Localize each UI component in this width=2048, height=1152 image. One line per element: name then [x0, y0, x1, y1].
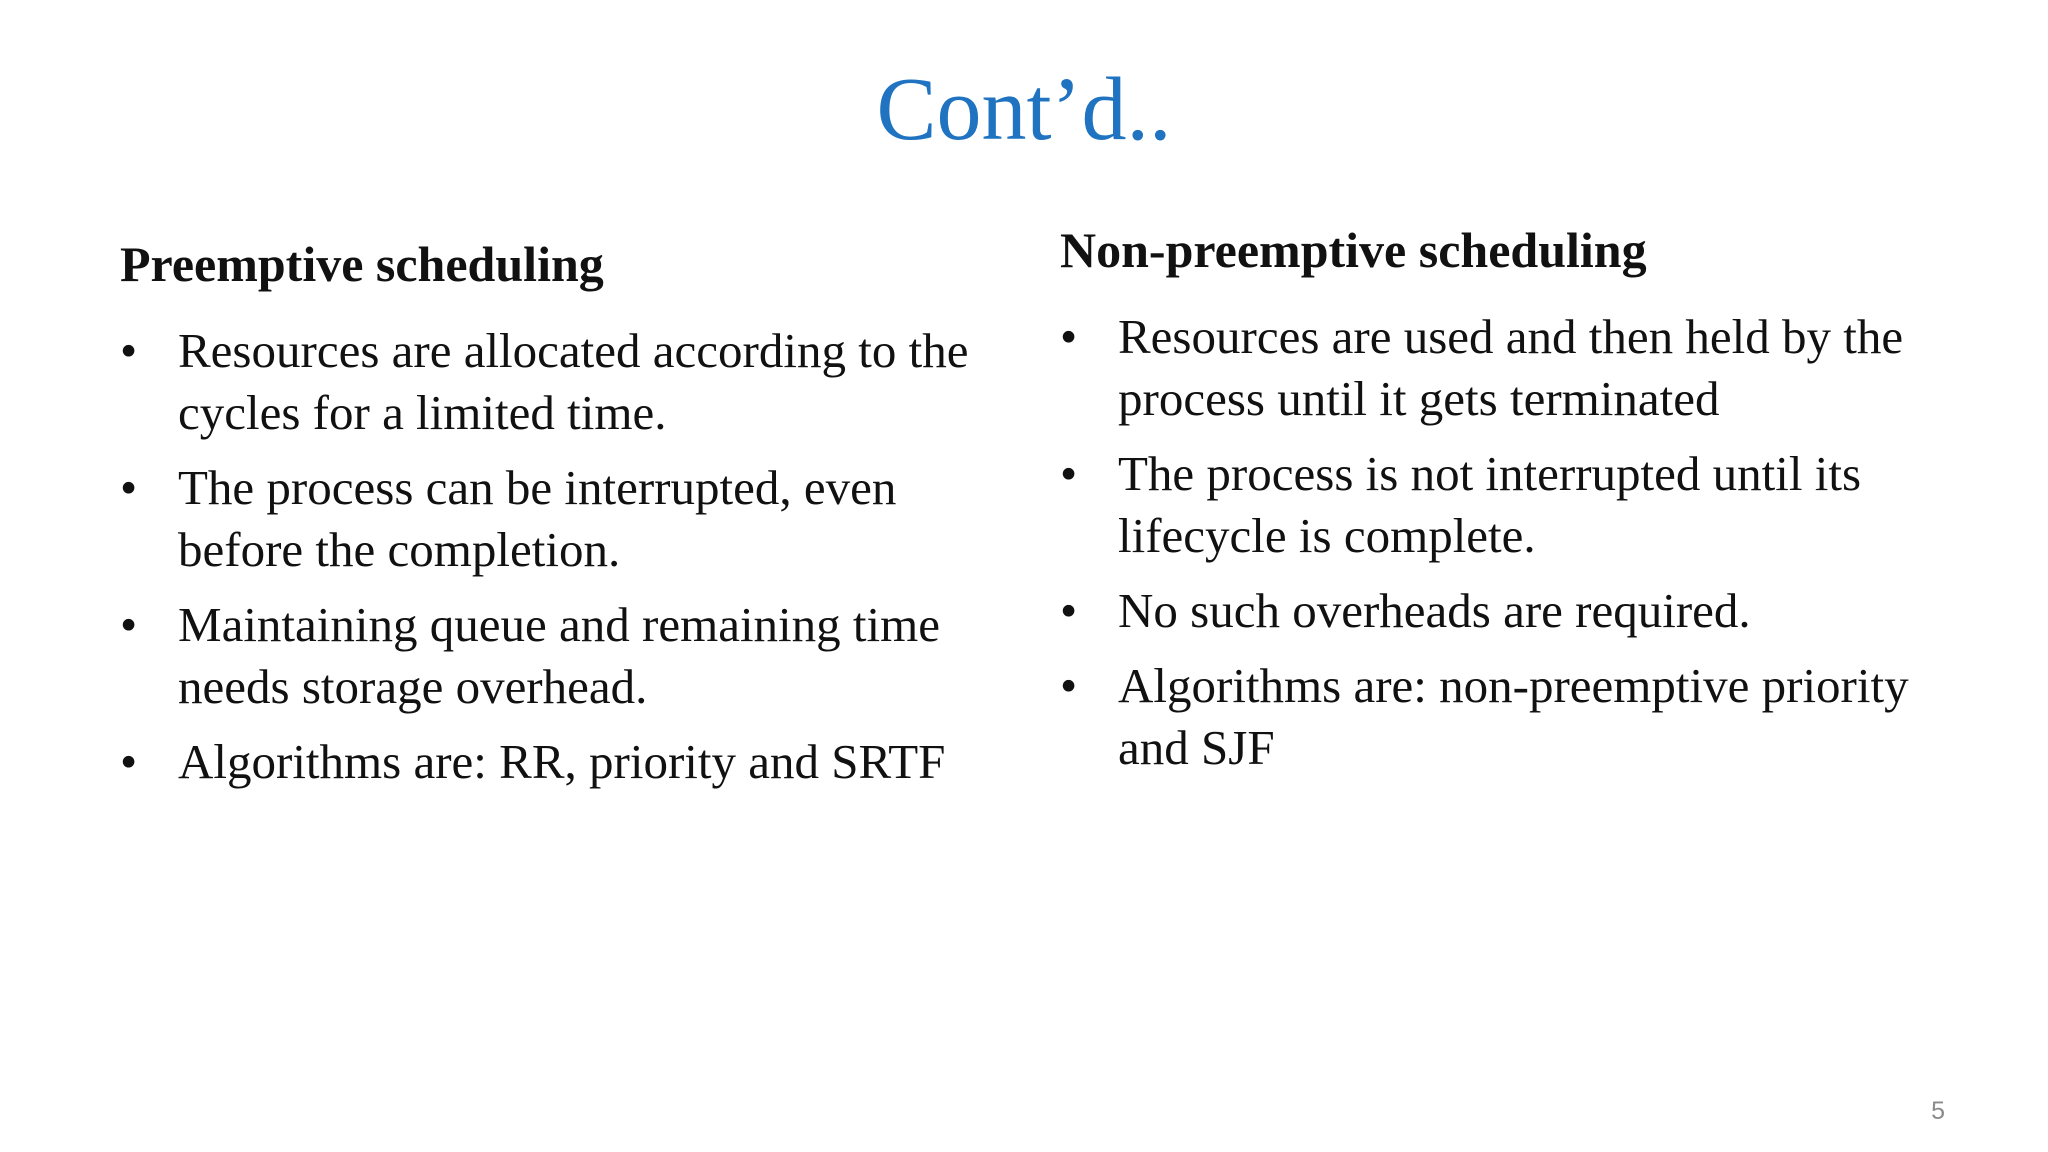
bullet-text: No such overheads are required. — [1118, 583, 1751, 638]
bullet-dot-icon: • — [1060, 309, 1078, 364]
bullet-item — [120, 594, 1020, 718]
page-number: 5 — [1931, 1097, 1945, 1125]
bullet-text: Resources are allocated according to the cycles for a limited time. — [178, 323, 969, 440]
non-preemptive-column — [1060, 222, 1960, 792]
bullet-text: Resources are used and then held by the process until it gets terminated — [1118, 309, 1904, 426]
bullet-dot-icon: • — [120, 734, 138, 789]
non-preemptive-bullet-list — [1060, 306, 1960, 779]
bullet-text: Algorithms are: RR, priority and SRTF — [178, 734, 946, 789]
bullet-text: Maintaining queue and remaining time needs storage overhead. — [178, 597, 941, 714]
bullet-text: Algorithms are: non-preemptive priority and SJF — [1118, 658, 1909, 775]
bullet-text: The process is not interrupted until its lifecycle is complete. — [1118, 446, 1862, 563]
preemptive-heading: Preemptive scheduling — [120, 236, 604, 292]
bullet-item — [1060, 655, 1960, 779]
bullet-dot-icon: • — [1060, 658, 1078, 713]
preemptive-column — [120, 236, 1020, 806]
slide-title: Cont’d.. — [876, 60, 1172, 159]
bullet-item — [1060, 443, 1960, 567]
bullet-item — [120, 731, 1020, 793]
bullet-dot-icon: • — [1060, 583, 1078, 638]
bullet-dot-icon: • — [120, 597, 138, 652]
bullet-dot-icon: • — [1060, 446, 1078, 501]
bullet-item — [120, 320, 1020, 444]
bullet-item — [1060, 580, 1960, 642]
bullet-item — [1060, 306, 1960, 430]
bullet-dot-icon: • — [120, 460, 138, 515]
preemptive-bullet-list — [120, 320, 1020, 793]
bullet-dot-icon: • — [120, 323, 138, 378]
non-preemptive-heading: Non-preemptive scheduling — [1060, 222, 1647, 278]
bullet-text: The process can be interrupted, even before the completion. — [178, 460, 897, 577]
bullet-item — [120, 457, 1020, 581]
